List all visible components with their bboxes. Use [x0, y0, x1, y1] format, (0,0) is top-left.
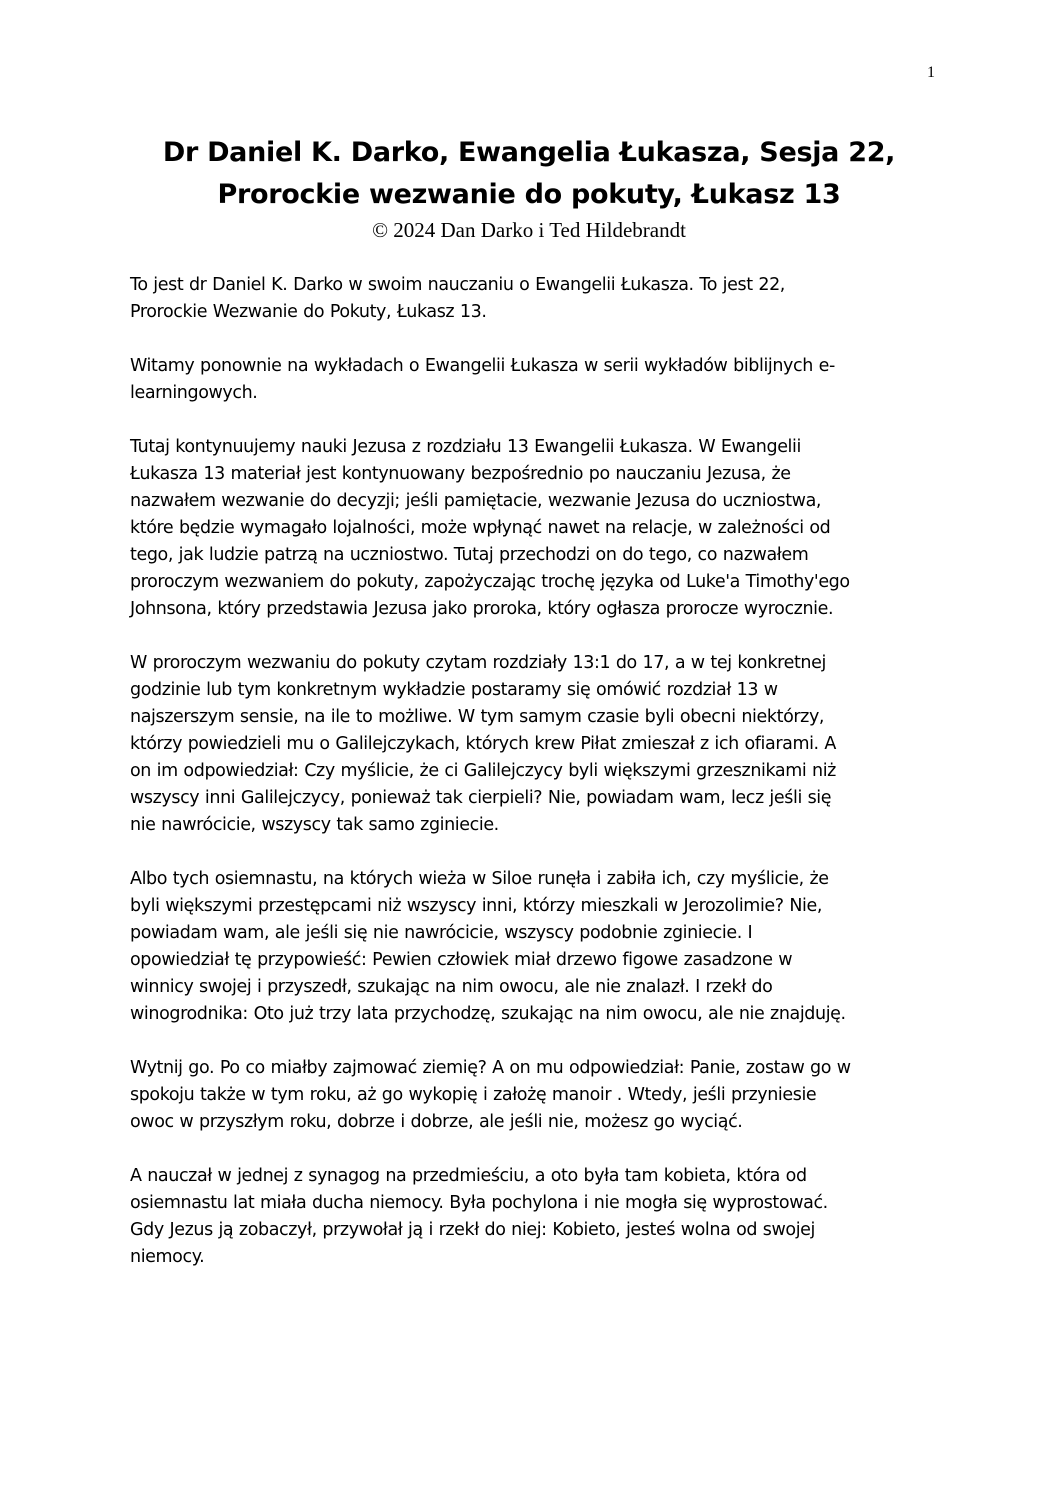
- text-line: proroczym wezwaniem do pokuty, zapożyczając trochę języka od Luke'a Timothy'ego: [130, 572, 850, 592]
- text-line: To jest dr Daniel K. Darko w swoim nauczaniu o Ewangelii Łukasza. To jest 22,: [130, 275, 785, 295]
- paragraph-synagogue: [130, 1163, 935, 1271]
- text-line: winnicy swojej i przyszedł, szukając na nim owocu, ale nie znalazł. I rzekł do: [130, 977, 773, 997]
- text-line: wszyscy inni Galilejczycy, ponieważ tak cierpieli? Nie, powiadam wam, lecz jeśli się: [130, 788, 832, 808]
- text-line: spokoju także w tym roku, aż go wykopię i założę manoir . Wtedy, jeśli przyniesie: [130, 1085, 817, 1105]
- page-number: 1: [927, 64, 935, 81]
- copyright-notice: © 2024 Dan Darko i Ted Hildebrandt: [372, 218, 686, 242]
- text-line: W proroczym wezwaniu do pokuty czytam rozdziały 13:1 do 17, a w tej konkretnej: [130, 653, 826, 673]
- text-line: które będzie wymagało lojalności, może wpłynąć nawet na relacje, w zależności od: [130, 518, 831, 538]
- text-line: Prorockie Wezwanie do Pokuty, Łukasz 13.: [130, 302, 487, 322]
- paragraph-context: [130, 434, 935, 623]
- document-title-line-2: Prorockie wezwanie do pokuty, Łukasz 13: [217, 179, 841, 210]
- paragraph-siloam: [130, 866, 935, 1028]
- text-line: Johnsona, który przedstawia Jezusa jako proroka, który ogłasza prorocze wyrocznie.: [130, 599, 834, 619]
- text-line: Witamy ponownie na wykładach o Ewangelii Łukasza w serii wykładów biblijnych e-: [130, 356, 835, 376]
- text-line: on im odpowiedział: Czy myślicie, że ci Galilejczycy byli większymi grzesznikami niż: [130, 761, 836, 781]
- paragraph-fig-tree: [130, 1055, 935, 1136]
- paragraph-intro: [130, 272, 935, 326]
- document-header: [0, 132, 1058, 243]
- text-line: nie nawrócicie, wszyscy tak samo zginiecie.: [130, 815, 499, 835]
- text-line: byli większymi przestępcami niż wszyscy inni, którzy mieszkali w Jerozolimie? Nie,: [130, 896, 823, 916]
- text-line: Wytnij go. Po co miałby zajmować ziemię? A on mu odpowiedział: Panie, zostaw go w: [130, 1058, 851, 1078]
- text-line: najszerszym sensie, na ile to możliwe. W tym samym czasie byli obecni niektórzy,: [130, 707, 825, 727]
- text-line: tego, jak ludzie patrzą na uczniostwo. Tutaj przechodzi on do tego, co nazwałem: [130, 545, 809, 565]
- text-line: Gdy Jezus ją zobaczył, przywołał ją i rzekł do niej: Kobieto, jesteś wolna od swojej: [130, 1220, 815, 1240]
- document-body: [130, 272, 935, 1298]
- text-line: niemocy.: [130, 1247, 205, 1267]
- text-line: którzy powiedzieli mu o Galilejczykach, których krew Piłat zmieszał z ich ofiarami. A: [130, 734, 836, 754]
- text-line: A nauczał w jednej z synagog na przedmieściu, a oto była tam kobieta, która od: [130, 1166, 807, 1186]
- text-line: Albo tych osiemnastu, na których wieża w Siloe runęła i zabiła ich, czy myślicie, że: [130, 869, 829, 889]
- text-line: learningowych.: [130, 383, 258, 403]
- text-line: Łukasza 13 materiał jest kontynuowany bezpośrednio po nauczaniu Jezusa, że: [130, 464, 791, 484]
- text-line: powiadam wam, ale jeśli się nie nawrócicie, wszyscy podobnie zginiecie. I: [130, 923, 753, 943]
- paragraph-reading: [130, 650, 935, 839]
- document-title-line-1: Dr Daniel K. Darko, Ewangelia Łukasza, Sesja 22,: [162, 137, 896, 168]
- paragraph-welcome: [130, 353, 935, 407]
- text-line: owoc w przyszłym roku, dobrze i dobrze, ale jeśli nie, możesz go wyciąć.: [130, 1112, 743, 1132]
- text-line: nazwałem wezwanie do decyzji; jeśli pamiętacie, wezwanie Jezusa do uczniostwa,: [130, 491, 822, 511]
- text-line: Tutaj kontynuujemy nauki Jezusa z rozdziału 13 Ewangelii Łukasza. W Ewangelii: [130, 437, 801, 457]
- text-line: godzinie lub tym konkretnym wykładzie postaramy się omówić rozdział 13 w: [130, 680, 778, 700]
- text-line: winogrodnika: Oto już trzy lata przychodzę, szukając na nim owocu, ale nie znajduję.: [130, 1004, 846, 1024]
- text-line: opowiedział tę przypowieść: Pewien człowiek miał drzewo figowe zasadzone w: [130, 950, 793, 970]
- text-line: osiemnastu lat miała ducha niemocy. Była pochylona i nie mogła się wyprostować.: [130, 1193, 828, 1213]
